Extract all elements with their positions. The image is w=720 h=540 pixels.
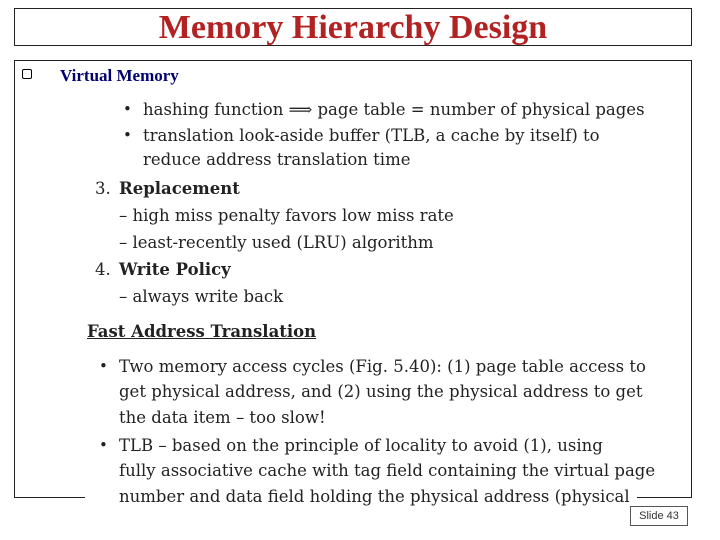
fat-bullet1-line3: the data item – too slow! [119, 408, 326, 427]
item4-title: Write Policy [119, 260, 231, 279]
fat-bullet1-line1: Two memory access cycles (Fig. 5.40): (1) page table access to [119, 357, 646, 376]
fat-bullet1-line2: get physical address, and (2) using the physical address to get [119, 382, 643, 401]
item3-title: Replacement [119, 179, 240, 198]
bullet-hashing: hashing function ⟹ page table = number of physical pages [143, 100, 645, 119]
item4-sub1: – always write back [119, 287, 284, 306]
title-box [14, 8, 692, 46]
fat-bullet2-line1: TLB – based on the principle of locality to avoid (1), using [119, 436, 603, 455]
bullet-dot-icon: • [99, 357, 108, 375]
slide-number: Slide 43 [630, 506, 688, 526]
bullet-dot-icon: • [123, 126, 132, 144]
scanned-text-image [85, 96, 656, 514]
bullet-dot-icon: • [123, 100, 132, 118]
bullet-tlb-line2: reduce address translation time [143, 150, 411, 169]
item4-number: 4. [95, 260, 111, 279]
item3-sub2: – least-recently used (LRU) algorithm [119, 233, 434, 252]
heading-fast-translation: Fast Address Translation [87, 322, 317, 341]
fat-bullet2-line2: fully associative cache with tag field containing the virtual page [119, 461, 656, 480]
checkbox-bullet-icon [22, 67, 32, 81]
section-label: Virtual Memory [60, 66, 179, 85]
bullet-dot-icon: • [99, 436, 108, 454]
item3-number: 3. [95, 179, 111, 198]
page-title: Memory Hierarchy Design [158, 9, 548, 46]
bullet-tlb-line1: translation look-aside buffer (TLB, a cache by itself) to [143, 126, 600, 145]
item3-sub1: – high miss penalty favors low miss rate [119, 206, 454, 225]
fat-bullet2-line3: number and data field holding the physical address (physical [119, 487, 630, 506]
